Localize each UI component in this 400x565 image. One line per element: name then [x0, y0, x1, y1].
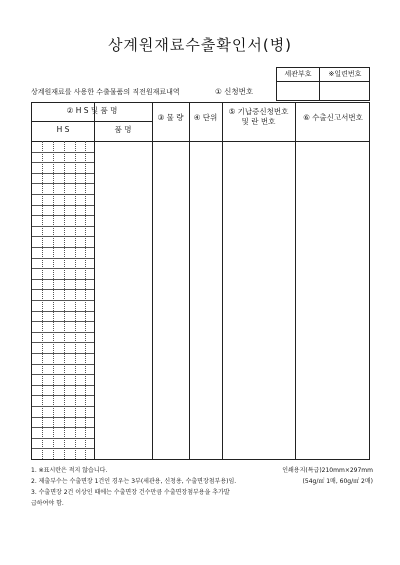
customs-code-field[interactable] — [277, 82, 319, 101]
header-hs: H S — [56, 125, 70, 134]
header-unit: ④ 단위 — [193, 113, 218, 122]
section-subtitle: 상계원재료를 사용한 수출물품의 직전원재료내역 — [31, 88, 180, 96]
header-item-name: 품 명 — [114, 125, 132, 134]
header-hs-group: ② H S 및 품 명 — [66, 106, 118, 115]
footnote-1 — [31, 465, 373, 476]
serial-number-label: ※일련번호 — [328, 70, 362, 78]
table-body-area[interactable] — [32, 142, 369, 459]
paper-spec: 인쇄용지(특급)210mm×297mm — [282, 467, 373, 474]
customs-code-label: 세관부호 — [284, 70, 312, 78]
header-doc-number: ⑤ 기납증신청번호 및 란 번호 — [228, 107, 289, 126]
customs-reference-box — [276, 67, 370, 101]
footnote-1-text: 1. ※표시란은 적지 않습니다. — [31, 467, 108, 474]
paper-weight: (54g/㎡ 1매, 60g/㎡ 2매) — [302, 478, 373, 485]
footnote-3: 3. 수출면장 2건 이상인 때에는 수출면장 건수만큼 수출면장첨부용을 추가발 — [31, 489, 230, 496]
footnotes — [31, 465, 373, 509]
footnote-4: 급하여야 함. — [31, 500, 64, 507]
footnote-2 — [31, 476, 373, 487]
header-export-declaration: ⑥ 수출신고서번호 — [303, 113, 363, 122]
form-title: 상계원재료수출확인서(병) — [107, 36, 293, 54]
header-quantity: ③ 물 량 — [157, 113, 184, 122]
serial-number-field[interactable] — [320, 82, 370, 101]
footnote-2-text: 2. 제출부수는 수출면장 1건인 경우는 3부(세관용, 신청용, 수출면장첨부용)임. — [31, 478, 237, 485]
application-number-label: ① 신청번호 — [215, 87, 254, 96]
materials-table — [31, 102, 370, 460]
header-mid-line — [32, 121, 152, 122]
